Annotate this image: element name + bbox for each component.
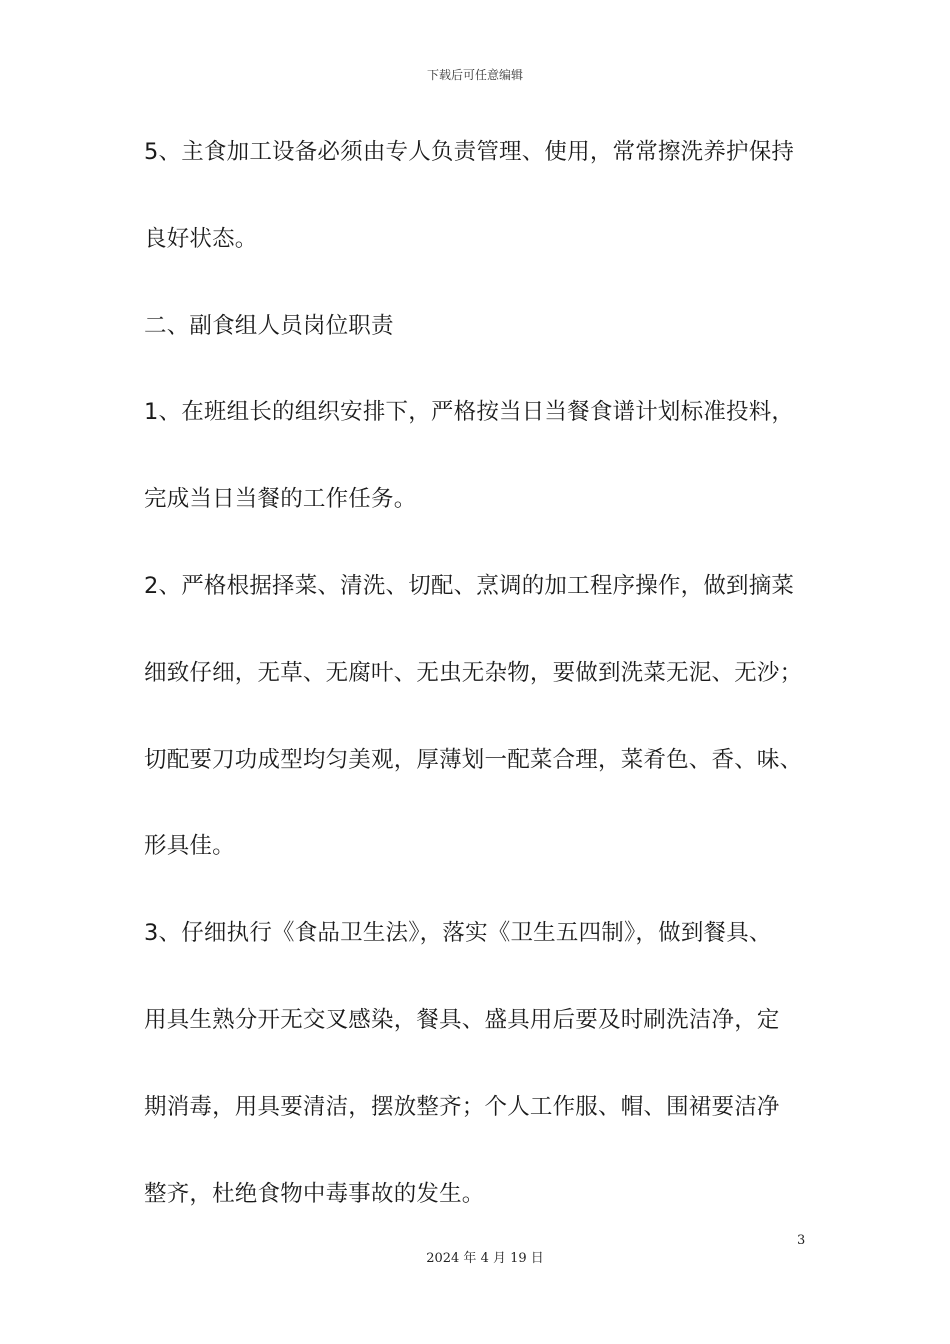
- body-line: 完成当日当餐的工作任务。: [144, 486, 417, 513]
- body-line: 整齐，杜绝食物中毒事故的发生。: [144, 1180, 485, 1207]
- section-heading: 二、副食组人员岗位职责: [144, 312, 394, 339]
- body-line: 2、严格根据择菜、清洗、切配、烹调的加工程序操作，做到摘菜: [144, 572, 795, 599]
- body-line: 细致仔细，无草、无腐叶、无虫无杂物，要做到洗菜无泥、无沙；: [144, 659, 803, 686]
- body-line: 切配要刀功成型均匀美观，厚薄划一配菜合理，菜肴色、香、味、: [144, 746, 803, 773]
- footer-date: 2024 年 4 月 19 日: [426, 1251, 544, 1266]
- body-line: 3、仔细执行《食品卫生法》，落实《卫生五四制》，做到餐具、: [144, 920, 772, 947]
- body-line: 1、在班组长的组织安排下，严格按当日当餐食谱计划标准投料，: [144, 399, 795, 426]
- body-line: 期消毒，用具要清洁，摆放整齐；个人工作服、帽、围裙要洁净: [144, 1093, 780, 1120]
- body-line: 形具佳。: [144, 833, 235, 860]
- body-line: 5、主食加工设备必须由专人负责管理、使用，常常擦洗养护保持: [144, 139, 795, 165]
- page-header: 下载后可任意编辑: [426, 68, 523, 82]
- page-number: 3: [797, 1233, 806, 1248]
- body-line: 良好状态。: [144, 225, 258, 252]
- body-line: 用具生熟分开无交叉感染，餐具、盛具用后要及时刷洗洁净，定: [144, 1006, 780, 1033]
- document-body: [144, 129, 814, 1257]
